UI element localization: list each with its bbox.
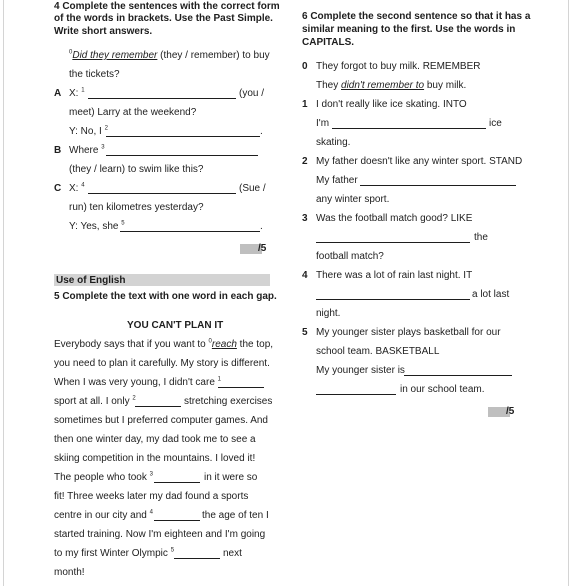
q3-sentence: Was the football match good? LIKE bbox=[316, 213, 473, 224]
q1-line2: skating. bbox=[316, 137, 351, 148]
ex5-line10-end: the age of ten I bbox=[202, 510, 269, 521]
ex5-line8-end: in it were so bbox=[204, 472, 258, 483]
ex4-title-line1: 4 Complete the sentences with the correct form bbox=[54, 1, 280, 12]
ex5-heading: YOU CAN'T PLAN IT bbox=[127, 320, 224, 331]
q5-end: in our school team. bbox=[400, 384, 485, 395]
ex5-line9: fit! Three weeks later my dad found a sports bbox=[54, 491, 249, 502]
answer-gap-2[interactable] bbox=[135, 406, 181, 407]
q3-end: the bbox=[474, 232, 488, 243]
gap-number: 5 bbox=[121, 220, 125, 227]
example-answer: Did they remember bbox=[72, 50, 158, 61]
example-answer: didn't remember to bbox=[341, 80, 425, 91]
ex5-line12-start bbox=[54, 548, 174, 560]
q1-end: ice bbox=[489, 118, 502, 129]
ex4-a-y: Y: No, I bbox=[69, 126, 105, 137]
ex4-c-line2: run) ten kilometres yesterday? bbox=[69, 202, 204, 213]
ex5-line10-start bbox=[54, 510, 153, 522]
q2-number: 2 bbox=[302, 156, 308, 167]
text: sport at all. I only bbox=[54, 396, 133, 407]
text: centre in our city and bbox=[54, 510, 150, 521]
text: Everybody says that if you want to bbox=[54, 339, 209, 350]
q3-answer-gap[interactable] bbox=[316, 242, 470, 243]
q1-start: I'm bbox=[316, 118, 330, 129]
q4-sentence: There was a lot of rain last night. IT bbox=[316, 270, 473, 281]
answer-gap-5[interactable] bbox=[120, 231, 260, 232]
ex4-c-y: Y: Yes, she bbox=[69, 221, 122, 232]
ex5-line3 bbox=[54, 377, 221, 389]
q2-answer-gap[interactable] bbox=[360, 185, 516, 186]
ex4-c-question bbox=[69, 183, 85, 195]
ex4-a-label: A bbox=[54, 88, 62, 99]
q0-sentence: They forgot to buy milk. REMEMBER bbox=[316, 61, 481, 72]
q0-answer bbox=[316, 80, 466, 92]
q1-number: 1 bbox=[302, 99, 308, 110]
q5-sentence: My younger sister plays basketball for our bbox=[316, 327, 501, 338]
ex6-title-line1: 6 Complete the second sentence so that it has a bbox=[302, 11, 531, 22]
answer-gap-1[interactable] bbox=[218, 387, 264, 388]
ex5-line4-start bbox=[54, 396, 136, 408]
text: The people who took bbox=[54, 472, 150, 483]
ex5-line7: skiing competition in the mountains. I loved it! bbox=[54, 453, 256, 464]
gap-number: 2 bbox=[132, 395, 136, 402]
ex5-line12-end: next bbox=[223, 548, 242, 559]
ex5-title: 5 Complete the text with one word in each gap. bbox=[54, 291, 277, 302]
ex4-example-line2: the tickets? bbox=[69, 69, 120, 80]
gap-number: 3 bbox=[149, 471, 153, 478]
ex5-line2: you need to plan it carefully. My story is different. bbox=[54, 358, 270, 369]
gap-number: 4 bbox=[81, 182, 85, 189]
answer-gap-4[interactable] bbox=[88, 193, 236, 194]
ex4-c-answer bbox=[69, 221, 125, 233]
q4-number: 4 bbox=[302, 270, 308, 281]
ex4-b-question bbox=[69, 145, 105, 157]
ex5-line11: started training. Now I'm eighteen and I'm going bbox=[54, 529, 266, 540]
gap-number: 4 bbox=[149, 509, 153, 516]
gap-number: 3 bbox=[101, 144, 105, 151]
period: . bbox=[260, 221, 263, 232]
gap-number: 0 bbox=[208, 338, 212, 345]
ex6-title-line2: similar meaning to the first. Use the words in bbox=[302, 24, 516, 35]
answer-gap-3[interactable] bbox=[154, 482, 200, 483]
answer-gap-4[interactable] bbox=[154, 520, 200, 521]
ex4-b-label: B bbox=[54, 145, 62, 156]
gap-number: 2 bbox=[104, 125, 108, 132]
q5-number: 5 bbox=[302, 327, 308, 338]
example-number: 0 bbox=[69, 49, 73, 56]
q3-line2: football match? bbox=[316, 251, 384, 262]
ex4-a-after: (you / bbox=[239, 88, 265, 99]
ex5-line1 bbox=[54, 339, 273, 351]
q4-line2: night. bbox=[316, 308, 341, 319]
answer-gap-1[interactable] bbox=[88, 98, 236, 99]
ex4-b-line2: (they / learn) to swim like this? bbox=[69, 164, 204, 175]
ex4-a-line2: meet) Larry at the weekend? bbox=[69, 107, 197, 118]
ex5-line8-start bbox=[54, 472, 153, 484]
ex4-title-line2: of the words in brackets. Use the Past Simple. bbox=[54, 13, 273, 24]
answer-gap-2[interactable] bbox=[106, 136, 260, 137]
ex4-a-question bbox=[69, 88, 85, 100]
answer-gap-5[interactable] bbox=[174, 558, 220, 559]
q5-start: My younger sister is bbox=[316, 365, 405, 376]
gap-number: 1 bbox=[217, 376, 221, 383]
ex5-line5: sometimes but I preferred computer games. And bbox=[54, 415, 268, 426]
period: . bbox=[260, 126, 263, 137]
gap-number: 5 bbox=[170, 547, 175, 554]
text: They bbox=[316, 80, 342, 91]
ex4-b-where: Where bbox=[69, 145, 102, 156]
ex5-line4-end: stretching exercises bbox=[184, 396, 273, 407]
text: When I was very young, I didn't care bbox=[54, 377, 218, 388]
ex4-c-label: C bbox=[54, 183, 62, 194]
ex5-line13: month! bbox=[54, 567, 85, 578]
section-title: Use of English bbox=[56, 275, 126, 286]
ex4-c-after: (Sue / bbox=[239, 183, 266, 194]
text: to my first Winter Olympic bbox=[54, 548, 171, 559]
q1-sentence: I don't really like ice skating. INTO bbox=[316, 99, 467, 110]
answer-gap-3[interactable] bbox=[106, 155, 258, 156]
q1-answer-gap[interactable] bbox=[332, 128, 486, 129]
example-answer: reach bbox=[211, 339, 237, 350]
q5-answer-gap-b[interactable] bbox=[316, 394, 396, 395]
q5-line2: school team. BASKETBALL bbox=[316, 346, 440, 357]
ex6-title-line3: CAPITALS. bbox=[302, 37, 355, 48]
ex4-a-answer bbox=[69, 126, 108, 138]
q2-sentence: My father doesn't like any winter sport. STAND bbox=[316, 156, 523, 167]
ex4-score: /5 bbox=[258, 243, 267, 254]
example-rest: (they / remember) to buy bbox=[157, 50, 270, 61]
q3-number: 3 bbox=[302, 213, 308, 224]
q5-answer-gap-a[interactable] bbox=[404, 375, 512, 376]
text: buy milk. bbox=[424, 80, 467, 91]
gap-number: 1 bbox=[81, 87, 85, 94]
text: the top, bbox=[236, 339, 274, 350]
ex4-example bbox=[69, 50, 270, 62]
q2-start: My father bbox=[316, 175, 358, 186]
ex4-c-x: X: bbox=[69, 183, 82, 194]
ex6-score: /5 bbox=[506, 406, 515, 417]
q4-answer-gap[interactable] bbox=[316, 299, 470, 300]
ex4-title-line3: Write short answers. bbox=[54, 26, 153, 37]
q0-number: 0 bbox=[302, 61, 308, 72]
q2-line2: any winter sport. bbox=[316, 194, 390, 205]
ex5-line6: then one winter day, my dad took me to see a bbox=[54, 434, 256, 445]
q4-end: a lot last bbox=[472, 289, 510, 300]
ex4-a-x: X: bbox=[69, 88, 82, 99]
